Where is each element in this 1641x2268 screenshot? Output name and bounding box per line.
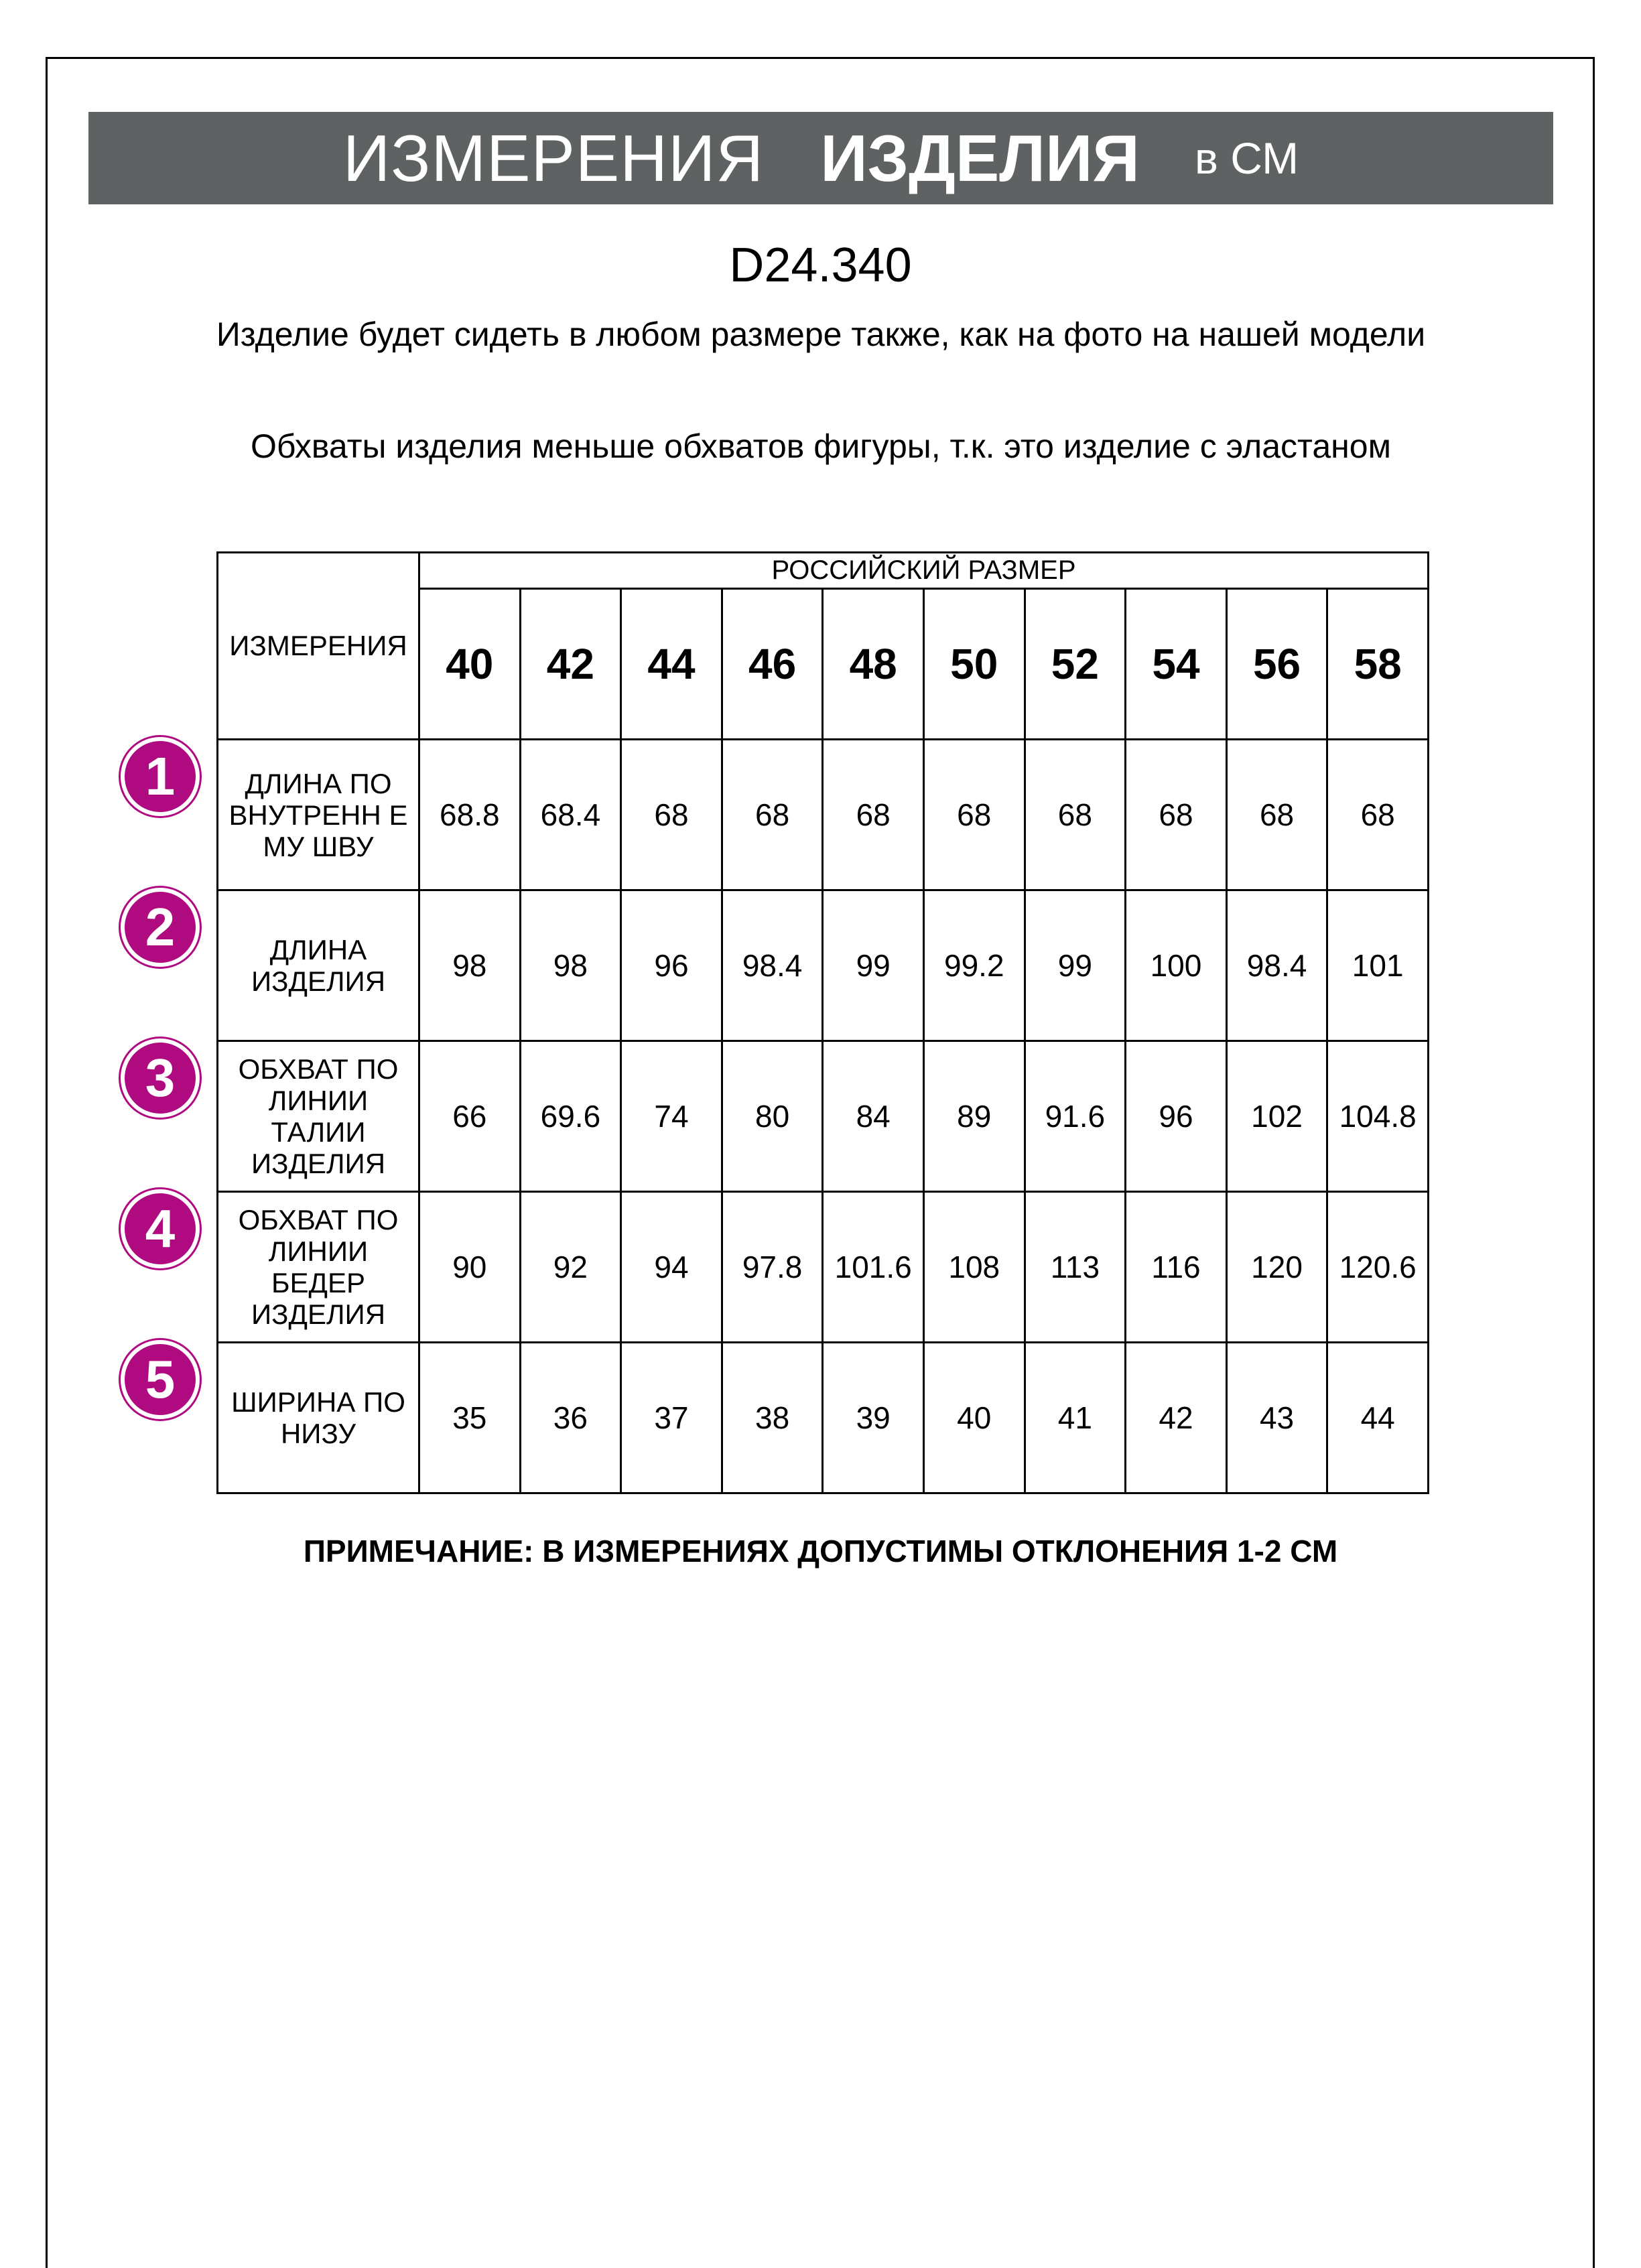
table-cell: 68: [1126, 740, 1227, 890]
size-header-54: 54: [1126, 589, 1227, 740]
product-code: D24.340: [729, 239, 912, 292]
elastane-note: Обхваты изделия меньше обхватов фигуры, т.к. это изделие с эластаном: [251, 427, 1391, 465]
table-cell: 40: [923, 1343, 1025, 1493]
footnote: ПРИМЕЧАНИЕ: В ИЗМЕРЕНИЯХ ДОПУСТИМЫ ОТКЛОНЕНИЯ 1-2 СМ: [303, 1534, 1338, 1569]
table-cell: 69.6: [520, 1041, 621, 1192]
table-cell: 68.4: [520, 740, 621, 890]
table-row: [218, 740, 1429, 890]
fit-note: Изделие будет сидеть в любом размере также, как на фото на нашей модели: [216, 316, 1426, 353]
table-cell: 80: [722, 1041, 823, 1192]
table-cell: 101: [1327, 890, 1429, 1041]
row-number-badge: 3: [121, 1039, 200, 1118]
table-cell: 120.6: [1327, 1192, 1429, 1343]
table-cell: 39: [823, 1343, 924, 1493]
table-row: [218, 1343, 1429, 1493]
title-bold: ИЗДЕЛИЯ: [820, 121, 1140, 195]
table-cell: 35: [419, 1343, 521, 1493]
size-header-52: 52: [1025, 589, 1126, 740]
table-cell: 120: [1226, 1192, 1327, 1343]
size-header-40: 40: [419, 589, 521, 740]
row-number-badge: 1: [121, 737, 200, 816]
table-cell: 42: [1126, 1343, 1227, 1493]
row-label: ДЛИНА ПО ВНУТРЕНН Е МУ ШВУ: [218, 740, 419, 890]
table-cell: 66: [419, 1041, 521, 1192]
table-cell: 94: [621, 1192, 722, 1343]
table-cell: 68: [823, 740, 924, 890]
table-cell: 38: [722, 1343, 823, 1493]
table-cell: 98.4: [722, 890, 823, 1041]
table-cell: 74: [621, 1041, 722, 1192]
table-cell: 98.4: [1226, 890, 1327, 1041]
size-header-48: 48: [823, 589, 924, 740]
table-cell: 68: [1226, 740, 1327, 890]
table-cell: 68.8: [419, 740, 521, 890]
table-cell: 101.6: [823, 1192, 924, 1343]
table-cell: 96: [621, 890, 722, 1041]
table-cell: 68: [1327, 740, 1429, 890]
table-cell: 36: [520, 1343, 621, 1493]
title-regular: ИЗМЕРЕНИЯ: [342, 121, 765, 195]
table-cell: 37: [621, 1343, 722, 1493]
table-cell: 41: [1025, 1343, 1126, 1493]
row-label: ОБХВАТ ПО ЛИНИИ БЕДЕР ИЗДЕЛИЯ: [218, 1192, 419, 1343]
size-group-header: РОССИЙСКИЙ РАЗМЕР: [419, 553, 1429, 589]
table-cell: 84: [823, 1041, 924, 1192]
table-cell: 100: [1126, 890, 1227, 1041]
size-header-46: 46: [722, 589, 823, 740]
table-cell: 68: [621, 740, 722, 890]
table-cell: 68: [722, 740, 823, 890]
size-header-58: 58: [1327, 589, 1429, 740]
table-cell: 44: [1327, 1343, 1429, 1493]
table-cell: 68: [923, 740, 1025, 890]
size-header-50: 50: [923, 589, 1025, 740]
table-cell: 99: [823, 890, 924, 1041]
measurements-table: [216, 551, 1429, 1494]
table-cell: 113: [1025, 1192, 1126, 1343]
table-cell: 43: [1226, 1343, 1327, 1493]
row-number-badge: 5: [121, 1340, 200, 1419]
row-number-badge: 4: [121, 1189, 200, 1268]
size-header-42: 42: [520, 589, 621, 740]
row-label: ОБХВАТ ПО ЛИНИИ ТАЛИИ ИЗДЕЛИЯ: [218, 1041, 419, 1192]
table-cell: 98: [520, 890, 621, 1041]
table-cell: 90: [419, 1192, 521, 1343]
table-row: [218, 1041, 1429, 1192]
corner-label: ИЗМЕРЕНИЯ: [218, 553, 419, 740]
table-cell: 108: [923, 1192, 1025, 1343]
table-row: [218, 890, 1429, 1041]
table-cell: 89: [923, 1041, 1025, 1192]
table-cell: 68: [1025, 740, 1126, 890]
table-cell: 98: [419, 890, 521, 1041]
title-banner: [88, 112, 1553, 204]
size-header-56: 56: [1226, 589, 1327, 740]
title-unit: в СМ: [1194, 133, 1299, 183]
row-label: ШИРИНА ПО НИЗУ: [218, 1343, 419, 1493]
row-number-badge: 2: [121, 888, 200, 967]
table-cell: 96: [1126, 1041, 1227, 1192]
table-cell: 97.8: [722, 1192, 823, 1343]
table-cell: 116: [1126, 1192, 1227, 1343]
table-cell: 92: [520, 1192, 621, 1343]
row-label: ДЛИНА ИЗДЕЛИЯ: [218, 890, 419, 1041]
table-cell: 99: [1025, 890, 1126, 1041]
table-cell: 91.6: [1025, 1041, 1126, 1192]
table-cell: 99.2: [923, 890, 1025, 1041]
size-header-44: 44: [621, 589, 722, 740]
table-cell: 104.8: [1327, 1041, 1429, 1192]
table-row: [218, 1192, 1429, 1343]
table-cell: 102: [1226, 1041, 1327, 1192]
